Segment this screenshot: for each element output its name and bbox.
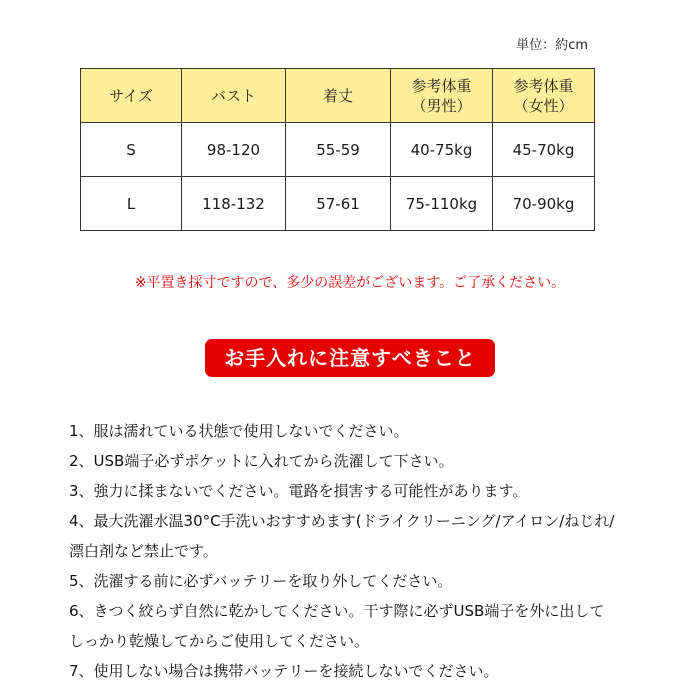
header-weight-female — [493, 69, 595, 123]
care-instructions-list — [69, 416, 689, 686]
header-weight-female-line2: （女性） — [513, 96, 574, 115]
cell-weight-female: 70-90kg — [493, 177, 595, 231]
care-banner: お手入れに注意すべきこと — [205, 339, 495, 377]
cell-size: L — [81, 177, 182, 231]
table-row — [81, 177, 595, 231]
care-item: 4、最大洗濯水温30°C手洗いおすすめます(ドライクリーニング/アイロン/ねじれ/ — [69, 512, 615, 530]
cell-weight-male: 40-75kg — [391, 123, 493, 177]
cell-bust: 118-132 — [182, 177, 286, 231]
header-weight-male — [391, 69, 493, 123]
cell-weight-female: 45-70kg — [493, 123, 595, 177]
care-item: 漂白剤など禁止です。 — [69, 542, 218, 560]
care-item: 5、洗濯する前に必ずバッテリーを取り外してください。 — [69, 572, 453, 590]
care-item: 2、USB端子必ずポケットに入れてから洗濯して下さい。 — [69, 452, 454, 470]
table-header-row — [81, 69, 595, 123]
cell-size: S — [81, 123, 182, 177]
header-weight-female-line1: 参考体重 — [513, 76, 574, 95]
size-table — [80, 68, 595, 231]
unit-label: 単位：約cm — [516, 38, 588, 53]
care-item: 3、強力に揉まないでください。電路を損害する可能性があります。 — [69, 482, 528, 500]
header-length: 着丈 — [286, 69, 391, 123]
cell-length: 55-59 — [286, 123, 391, 177]
care-item: 7、使用しない場合は携帯バッテリーを接続しないでください。 — [69, 662, 499, 680]
measurement-note: ※平置き採寸ですので、多少の誤差がございます。ご了承ください。 — [134, 275, 566, 291]
care-item: 1、服は濡れている状態で使用しないでください。 — [69, 422, 409, 440]
table-row — [81, 123, 595, 177]
cell-weight-male: 75-110kg — [391, 177, 493, 231]
header-weight-male-line2: （男性） — [411, 96, 472, 115]
cell-length: 57-61 — [286, 177, 391, 231]
header-size: サイズ — [81, 69, 182, 123]
care-item: 6、きつく絞らず自然に乾かしてください。干す際に必ずUSB端子を外に出して — [69, 602, 605, 620]
header-bust: バスト — [182, 69, 286, 123]
cell-bust: 98-120 — [182, 123, 286, 177]
header-weight-male-line1: 参考体重 — [411, 76, 472, 95]
care-item: しっかり乾燥してからご使用してください。 — [69, 632, 370, 650]
